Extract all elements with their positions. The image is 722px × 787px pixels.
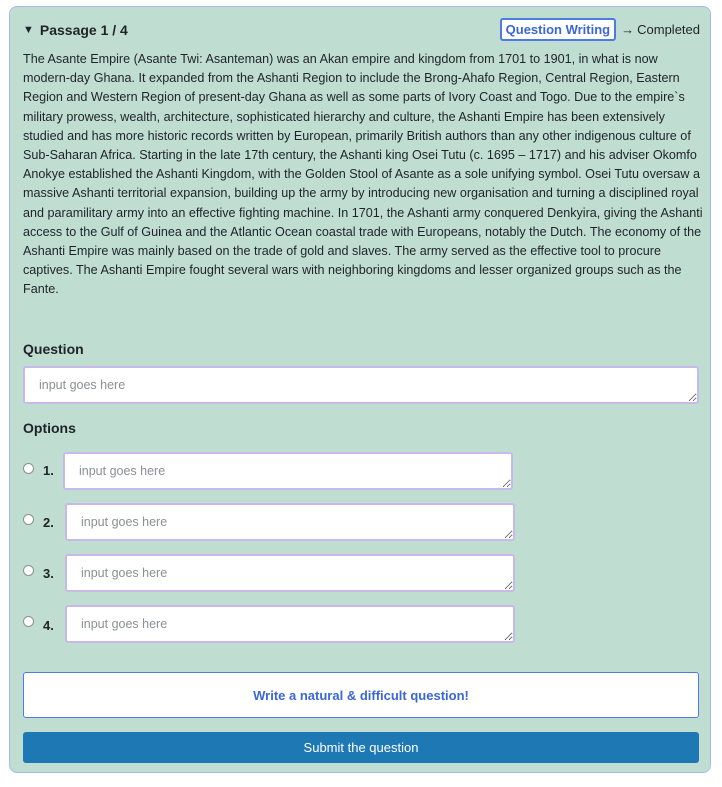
passage-toggle[interactable] — [23, 22, 128, 38]
question-label: Question — [23, 341, 84, 357]
option-4-input[interactable] — [65, 605, 515, 643]
option-3-input[interactable] — [65, 554, 515, 592]
step-completed: Completed — [637, 22, 700, 37]
option-1-number: 1. — [43, 463, 54, 478]
option-3-radio[interactable] — [23, 565, 34, 576]
panel-header — [23, 18, 700, 46]
question-writing-panel — [9, 6, 711, 773]
passage-counter: Passage 1 / 4 — [39, 22, 128, 38]
option-2-number: 2. — [43, 515, 54, 530]
arrow-right-icon: → — [621, 22, 635, 37]
option-4-radio[interactable] — [23, 616, 34, 627]
question-input[interactable] — [23, 366, 699, 404]
options-label: Options — [23, 420, 76, 436]
progress-steps — [500, 18, 700, 41]
option-1-input[interactable] — [63, 452, 513, 490]
step-question-writing: Question Writing — [500, 18, 616, 41]
option-4-number: 4. — [43, 618, 54, 633]
option-1-radio[interactable] — [23, 463, 34, 474]
option-2-input[interactable] — [65, 503, 515, 541]
write-question-tip-button[interactable]: Write a natural & difficult question! — [23, 672, 699, 718]
submit-question-button[interactable]: Submit the question — [23, 732, 699, 763]
caret-down-icon: ▼ — [23, 24, 34, 36]
option-2-radio[interactable] — [23, 514, 34, 525]
passage-text: The Asante Empire (Asante Twi: Asanteman) was an Akan empire and kingdom from 1701 to 1901, in what is now modern-day Ghana. It expanded from the Ashanti Region to include the Brong-Ahafo Region, Central Region, Eastern Region and Western Region of present-day Ghana as well as some parts of Ivory Coast and Togo. Due to the empire`s military prowess, wealth, architecture, sophisticated hierarchy and culture, the Ashanti Empire has been extensively studied and has more historic records written by European, primarily British authors than any other indigenous culture of Sub-Saharan Africa. Starting in the late 17th century, the Ashanti king Osei Tutu (c. 1695 – 1717) and his adviser Okomfo Anokye established the Ashanti Kingdom, with the Golden Stool of Asante as a sole unifying symbol. Osei Tutu oversaw a massive Ashanti territorial expansion, building up the army by introducing new organisation and turning a disciplined royal and paramilitary army into an effective fighting machine. In 1701, the Ashanti army conquered Denkyira, giving the Ashanti access to the Gulf of Guinea and the Atlantic Ocean coastal trade with Europeans, notably the Dutch. The economy of the Ashanti Empire was mainly based on the trade of gold and slaves. The army served as the effective tool to procure captives. The Ashanti Empire fought several wars with neighboring kingdoms and lesser organized groups such as the Fante. — [23, 52, 703, 297]
option-3-number: 3. — [43, 566, 54, 581]
